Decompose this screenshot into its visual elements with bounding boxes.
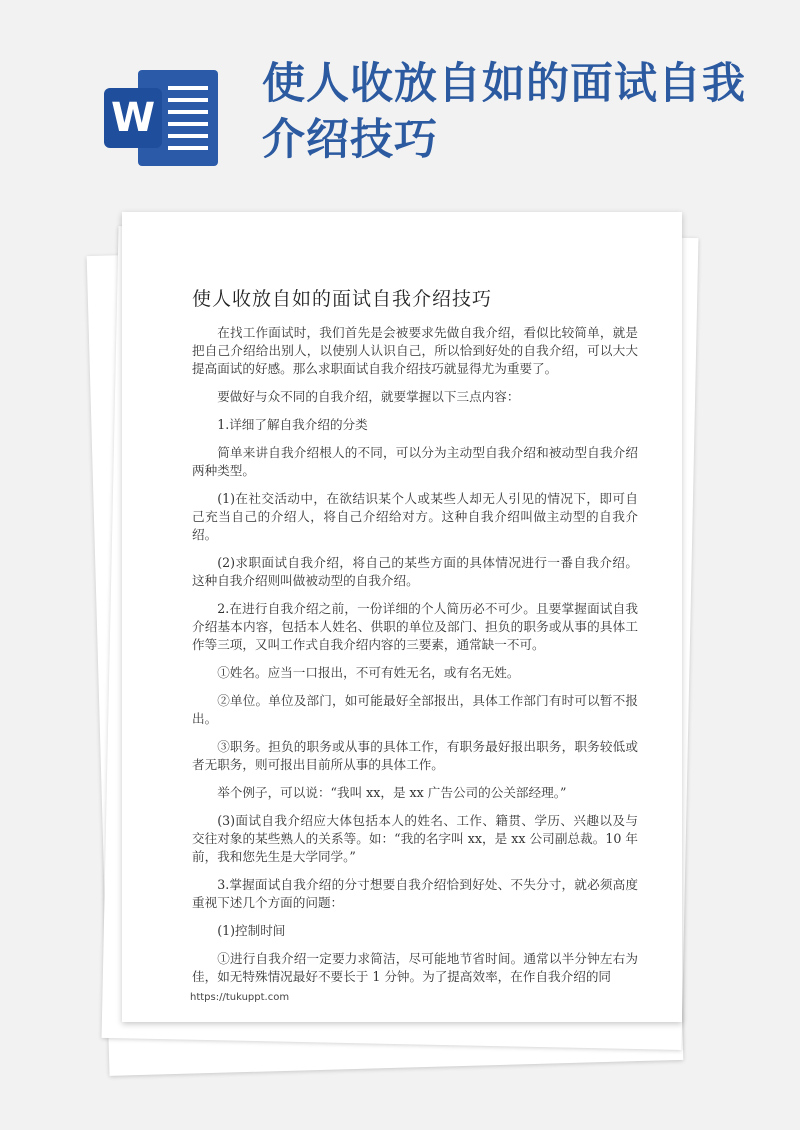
paragraph: (1)控制时间 [217, 923, 286, 938]
header [0, 0, 800, 200]
paragraph: 2.在进行自我介绍之前，一份详细的个人简历必不可少。且要掌握面试自我介绍基本内容，包括本人姓名、供职的单位及部门、担负的职务或从事的具体工作等三项，又叫工作式自我介绍内容的三要素，通常缺一不可。 [192, 601, 638, 652]
paragraph: 1.详细了解自我介绍的分类 [217, 417, 368, 432]
header-title: 使人收放自如的面试自我介绍技巧 [262, 59, 746, 165]
footer-link[interactable]: https://tukuppt.com [190, 992, 290, 1003]
paragraph: ①姓名。应当一口报出，不可有姓无名，或有名无姓。 [217, 665, 520, 680]
paragraph: 举个例子，可以说：“我叫 xx，是 xx 广告公司的公关部经理。” [217, 785, 567, 800]
paragraph: 简单来讲自我介绍根人的不同，可以分为主动型自我介绍和被动型自我介绍两种类型。 [192, 445, 638, 478]
paragraph: (1)在社交活动中，在欲结识某个人或某些人却无人引见的情况下，即可自己充当自己的介绍人，将自己介绍给对方。这种自我介绍叫做主动型的自我介绍。 [192, 491, 638, 542]
paragraph: 3.掌握面试自我介绍的分寸想要自我介绍恰到好处、不失分寸，就必须高度重视下述几个方面的问题： [192, 877, 638, 910]
paragraph: 要做好与众不同的自我介绍，就要掌握以下三点内容： [217, 389, 520, 404]
paragraph: ②单位。单位及部门，如可能最好全部报出，具体工作部门有时可以暂不报出。 [192, 693, 638, 726]
word-document-icon [104, 66, 220, 170]
document-body [192, 324, 638, 996]
document-title: 使人收放自如的面试自我介绍技巧 [192, 288, 493, 310]
word-icon-letter: W [104, 88, 162, 148]
paragraph: ①进行自我介绍一定要力求简洁，尽可能地节省时间。通常以半分钟左右为佳，如无特殊情况最好不要长于 1 分钟。为了提高效率，在作自我介绍的同 [192, 951, 638, 984]
paragraph: (3)面试自我介绍应大体包括本人的姓名、工作、籍贯、学历、兴趣以及与交往对象的某些熟人的关系等。如：“我的名字叫 xx，是 xx 公司副总裁。10 年前，我和您先生是大学同学。” [192, 813, 638, 864]
paragraph: ③职务。担负的职务或从事的具体工作，有职务最好报出职务，职务较低或者无职务，则可报出目前所从事的具体工作。 [192, 739, 638, 772]
paragraph: 在找工作面试时，我们首先是会被要求先做自我介绍，看似比较简单，就是把自己介绍给出别人，以使别人认识自己，所以恰到好处的自我介绍，可以大大提高面试的好感。那么求职面试自我介绍技巧就显得尤为重要了。 [192, 325, 638, 376]
document-page [122, 212, 682, 1022]
paragraph: (2)求职面试自我介绍，将自己的某些方面的具体情况进行一番自我介绍。这种自我介绍则叫做被动型的自我介绍。 [192, 555, 638, 588]
